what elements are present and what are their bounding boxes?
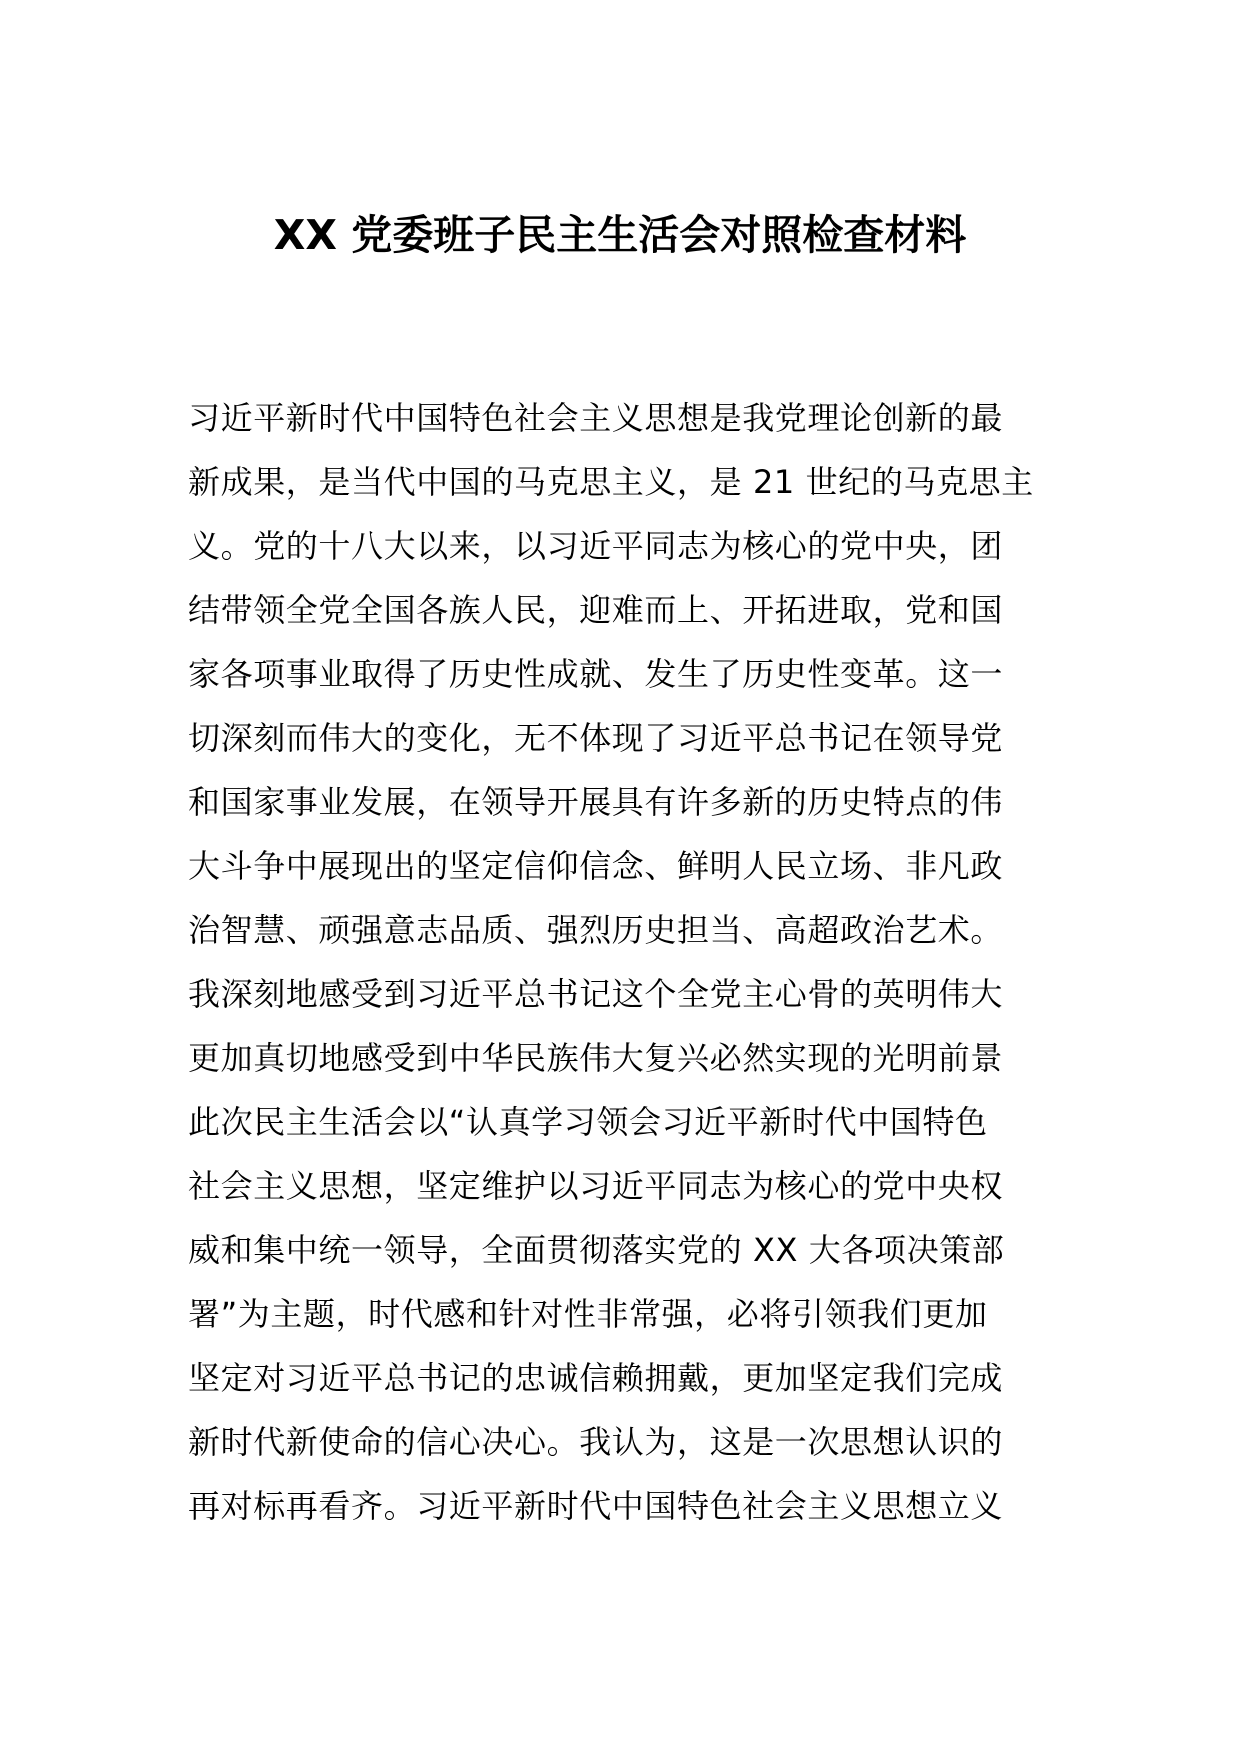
body-line: 此次民主生活会以“认真学习领会习近平新时代中国特色 <box>188 1103 988 1141</box>
body-line: 再对标再看齐。习近平新时代中国特色社会主义思想立义 <box>188 1487 1004 1525</box>
document-body <box>188 386 1068 1538</box>
body-line: 家各项事业取得了历史性成就、发生了历史性变革。这一 <box>188 655 1004 693</box>
body-line: 和国家事业发展，在领导开展具有许多新的历史特点的伟 <box>188 783 1004 821</box>
body-line: 坚定对习近平总书记的忠诚信赖拥戴，更加坚定我们完成 <box>188 1359 1004 1397</box>
body-line: 新成果，是当代中国的马克思主义，是 21 世纪的马克思主 <box>188 463 1034 501</box>
body-line: 义。党的十八大以来，以习近平同志为核心的党中央，团 <box>188 527 1004 565</box>
document-title: XX 党委班子民主生活会对照检查材料 <box>273 211 967 259</box>
body-line: 更加真切地感受到中华民族伟大复兴必然实现的光明前景 <box>188 1039 1004 1077</box>
body-line: 威和集中统一领导，全面贯彻落实党的 XX 大各项决策部 <box>188 1231 1005 1269</box>
body-line: 结带领全党全国各族人民，迎难而上、开拓进取，党和国 <box>188 591 1004 629</box>
body-line: 我深刻地感受到习近平总书记这个全党主心骨的英明伟大 <box>188 975 1004 1013</box>
body-line: 治智慧、顽强意志品质、强烈历史担当、高超政治艺术。 <box>188 911 1004 949</box>
body-line: 习近平新时代中国特色社会主义思想是我党理论创新的最 <box>188 399 1004 437</box>
body-line: 新时代新使命的信心决心。我认为，这是一次思想认识的 <box>188 1423 1004 1461</box>
body-line: 社会主义思想，坚定维护以习近平同志为核心的党中央权 <box>188 1167 1004 1205</box>
body-line: 署”为主题，时代感和针对性非常强，必将引领我们更加 <box>188 1295 988 1333</box>
body-line: 大斗争中展现出的坚定信仰信念、鲜明人民立场、非凡政 <box>188 847 1004 885</box>
body-line: 切深刻而伟大的变化，无不体现了习近平总书记在领导党 <box>188 719 1004 757</box>
